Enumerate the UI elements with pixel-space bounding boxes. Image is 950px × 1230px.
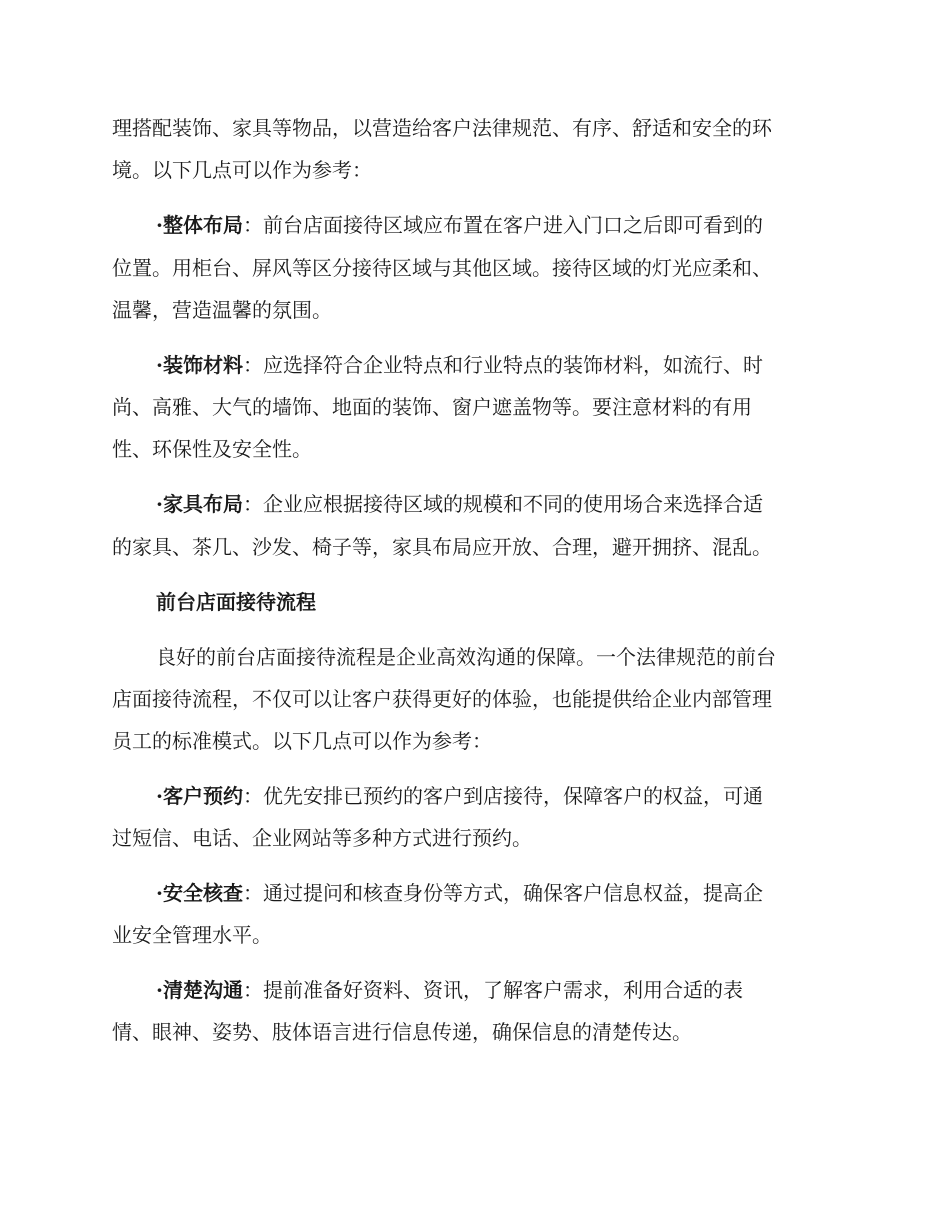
item-text-continued: 的家具、茶几、沙发、椅子等，家具布局应开放、合理，避开拥挤、混乱。: [112, 535, 772, 559]
bullet-icon: ·: [156, 881, 163, 905]
list-item-security-check: [156, 879, 763, 907]
item-text: 前台店面接待区域应布置在客户进入门口之后即可看到的: [262, 213, 763, 237]
item-text: 企业应根据接待区域的规模和不同的使用场合来选择合适: [262, 492, 763, 516]
bullet-icon: ·: [156, 784, 163, 808]
bullet-icon: ·: [156, 213, 163, 237]
item-text: 通过提问和核查身份等方式，确保客户信息权益，提高企: [262, 881, 763, 905]
item-text-continued: 性、环保性及安全性。: [112, 437, 312, 461]
bullet-icon: ·: [156, 978, 163, 1002]
item-term: 客户预约: [162, 784, 243, 808]
list-item-layout: [156, 211, 763, 239]
item-text: 优先安排已预约的客户到店接待，保障客户的权益，可通: [262, 784, 763, 808]
item-text-continued: 过短信、电话、企业网站等多种方式进行预约。: [112, 826, 532, 850]
item-separator: ：: [242, 492, 263, 516]
bullet-icon: ·: [156, 492, 163, 516]
item-text-continued: 尚、高雅、大气的墙饰、地面的装饰、窗户遮盖物等。要注意材料的有用: [112, 395, 752, 419]
item-term: 安全核查: [162, 881, 243, 905]
item-text-continued: 温馨，营造温馨的氛围。: [112, 298, 332, 322]
bullet-icon: ·: [156, 353, 163, 377]
section-paragraph-line-3: 员工的标准模式。以下几点可以作为参考：: [112, 729, 492, 753]
list-item-communication: [156, 976, 743, 1004]
item-separator: ：: [242, 353, 263, 377]
section-paragraph-line-2: 店面接待流程，不仅可以让客户获得更好的体验，也能提供给企业内部管理: [112, 687, 772, 711]
item-separator: ：: [242, 881, 263, 905]
item-separator: ：: [242, 978, 263, 1002]
section-paragraph-line-1: 良好的前台店面接待流程是企业高效沟通的保障。一个法律规范的前台: [156, 645, 776, 669]
item-separator: ：: [242, 784, 263, 808]
list-item-decoration: [156, 351, 763, 379]
section-heading: 前台店面接待流程: [156, 590, 316, 614]
item-term: 装饰材料: [162, 353, 243, 377]
item-term: 家具布局: [162, 492, 243, 516]
item-text: 应选择符合企业特点和行业特点的装饰材料，如流行、时: [262, 353, 763, 377]
item-separator: ：: [242, 213, 263, 237]
item-term: 整体布局: [162, 213, 243, 237]
item-text: 提前准备好资料、资讯，了解客户需求，利用合适的表: [262, 978, 743, 1002]
intro-line-2: 境。以下几点可以作为参考：: [112, 158, 372, 182]
item-text-continued: 位置。用柜台、屏风等区分接待区域与其他区域。接待区域的灯光应柔和、: [112, 256, 772, 280]
item-term: 清楚沟通: [162, 978, 243, 1002]
item-text-continued: 情、眼神、姿势、肢体语言进行信息传递，确保信息的清楚传达。: [112, 1020, 692, 1044]
item-text-continued: 业安全管理水平。: [112, 923, 272, 947]
intro-line-1: 理搭配装饰、家具等物品，以营造给客户法律规范、有序、舒适和安全的环: [112, 116, 772, 140]
list-item-reservation: [156, 782, 763, 810]
list-item-furniture: [156, 490, 763, 518]
